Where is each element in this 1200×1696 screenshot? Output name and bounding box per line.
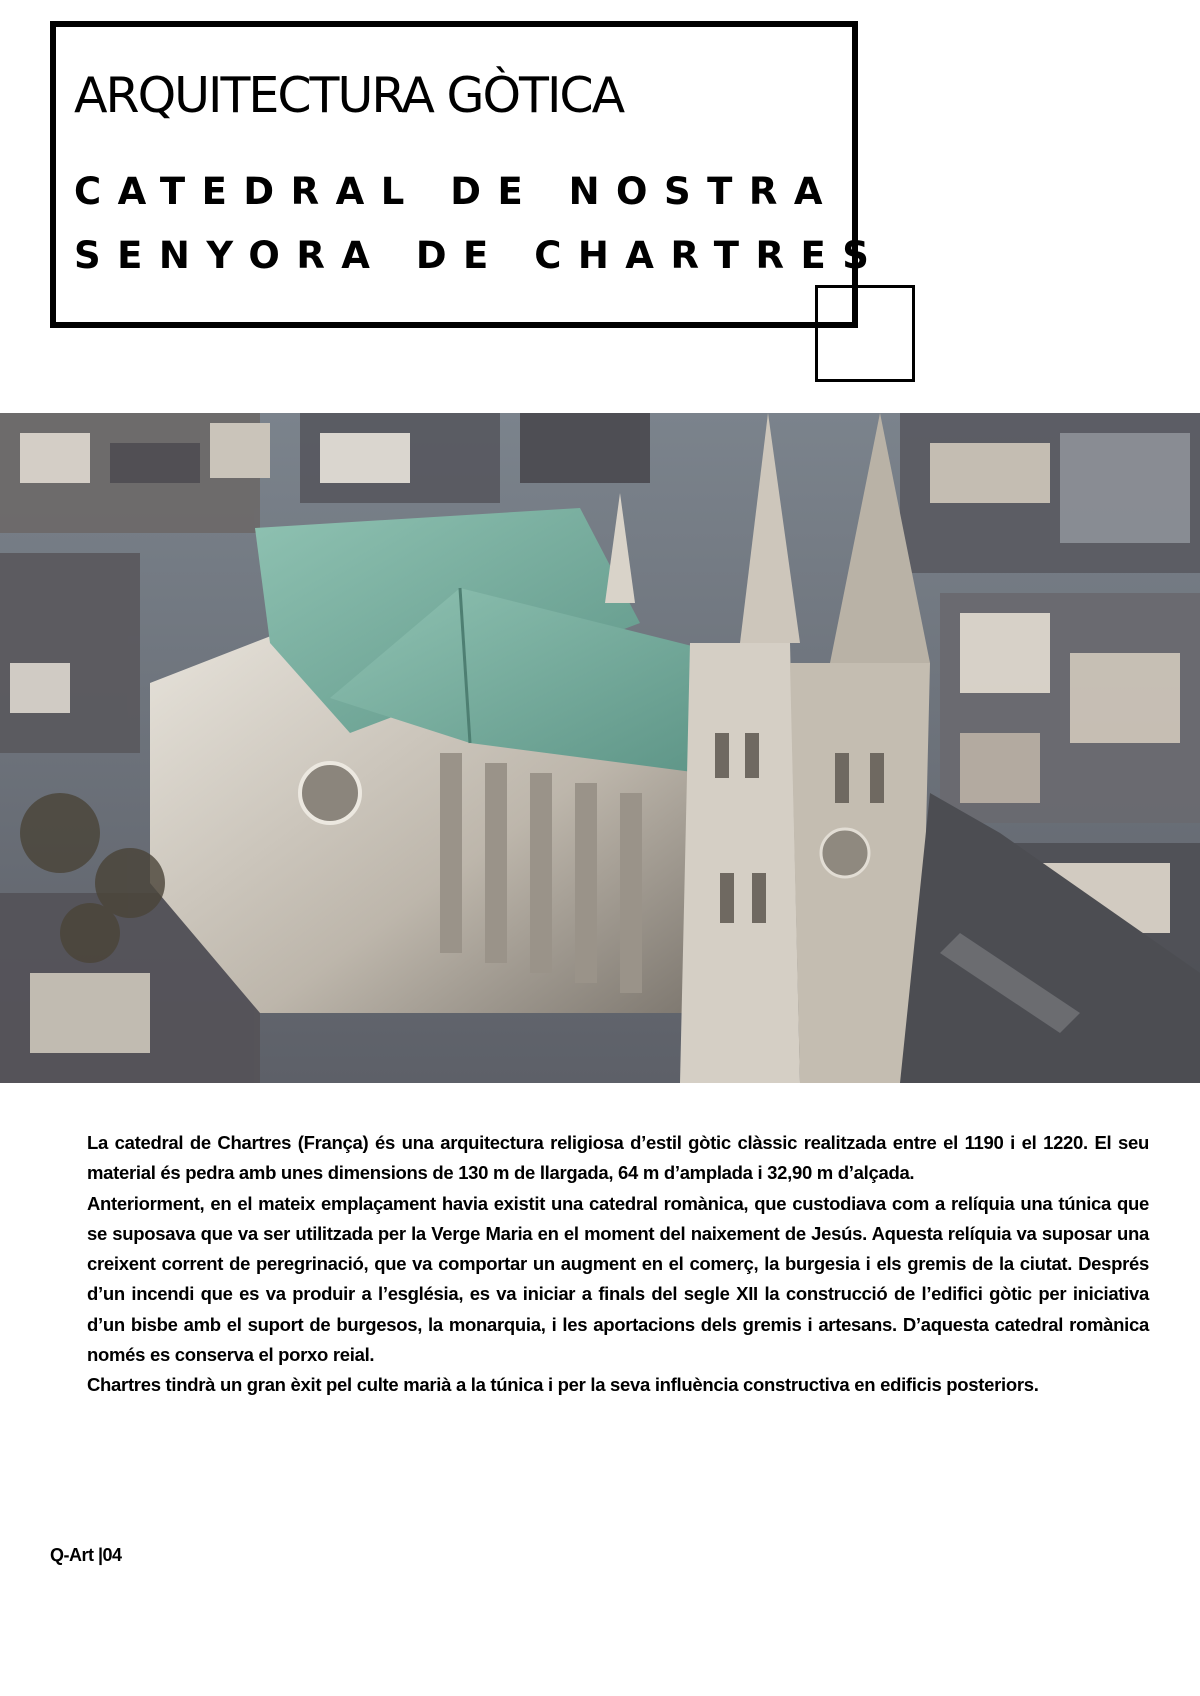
page-footer-label: Q-Art |04 <box>50 1545 122 1565</box>
subtitle-line-2: SENYORA DE CHARTRES <box>74 234 886 277</box>
subtitle-line-1: CATEDRAL DE NOSTRA <box>74 170 840 213</box>
paragraph-2: Anteriorment, en el mateix emplaçament havia existit una catedral romànica, que custodiava com a relíquia una túnica que se suposava que va ser utilitzada per la Verge Maria en el moment del naixement de Jesús. Aquesta relíquia va suposar una creixent corrent de peregrinació, que va comportar un augment en el comerç, la burgesia i els gremis de la ciutat. Després d’un incendi que es va produir a l’església, es va iniciar a finals del segle XII la construcció de l’edifici gòtic per iniciativa d’un bisbe amb el suport de burgesos, la monarquia, i les aportacions dels gremis i artesans. D’aquesta catedral romànica només es conserva el porxo reial. <box>87 1192 1149 1366</box>
page-title: ARQUITECTURA GÒTICA <box>74 67 624 124</box>
article-body <box>87 1128 1149 1401</box>
paragraph-3: Chartres tindrà un gran èxit pel culte marià a la túnica i per la seva influència constructiva en edificis posteriors. <box>87 1374 1039 1396</box>
page-subtitle <box>74 160 885 288</box>
cathedral-illustration <box>0 413 1200 1083</box>
paragraph-1: La catedral de Chartres (França) és una arquitectura religiosa d’estil gòtic clàssic realitzada entre el 1190 i el 1220. El seu material és pedra amb unes dimensions de 130 m de llargada, 64 m d’amplada i 32,90 m d’alçada. <box>87 1132 1149 1184</box>
decorative-square <box>815 285 915 382</box>
cathedral-aerial-photo <box>0 413 1200 1083</box>
